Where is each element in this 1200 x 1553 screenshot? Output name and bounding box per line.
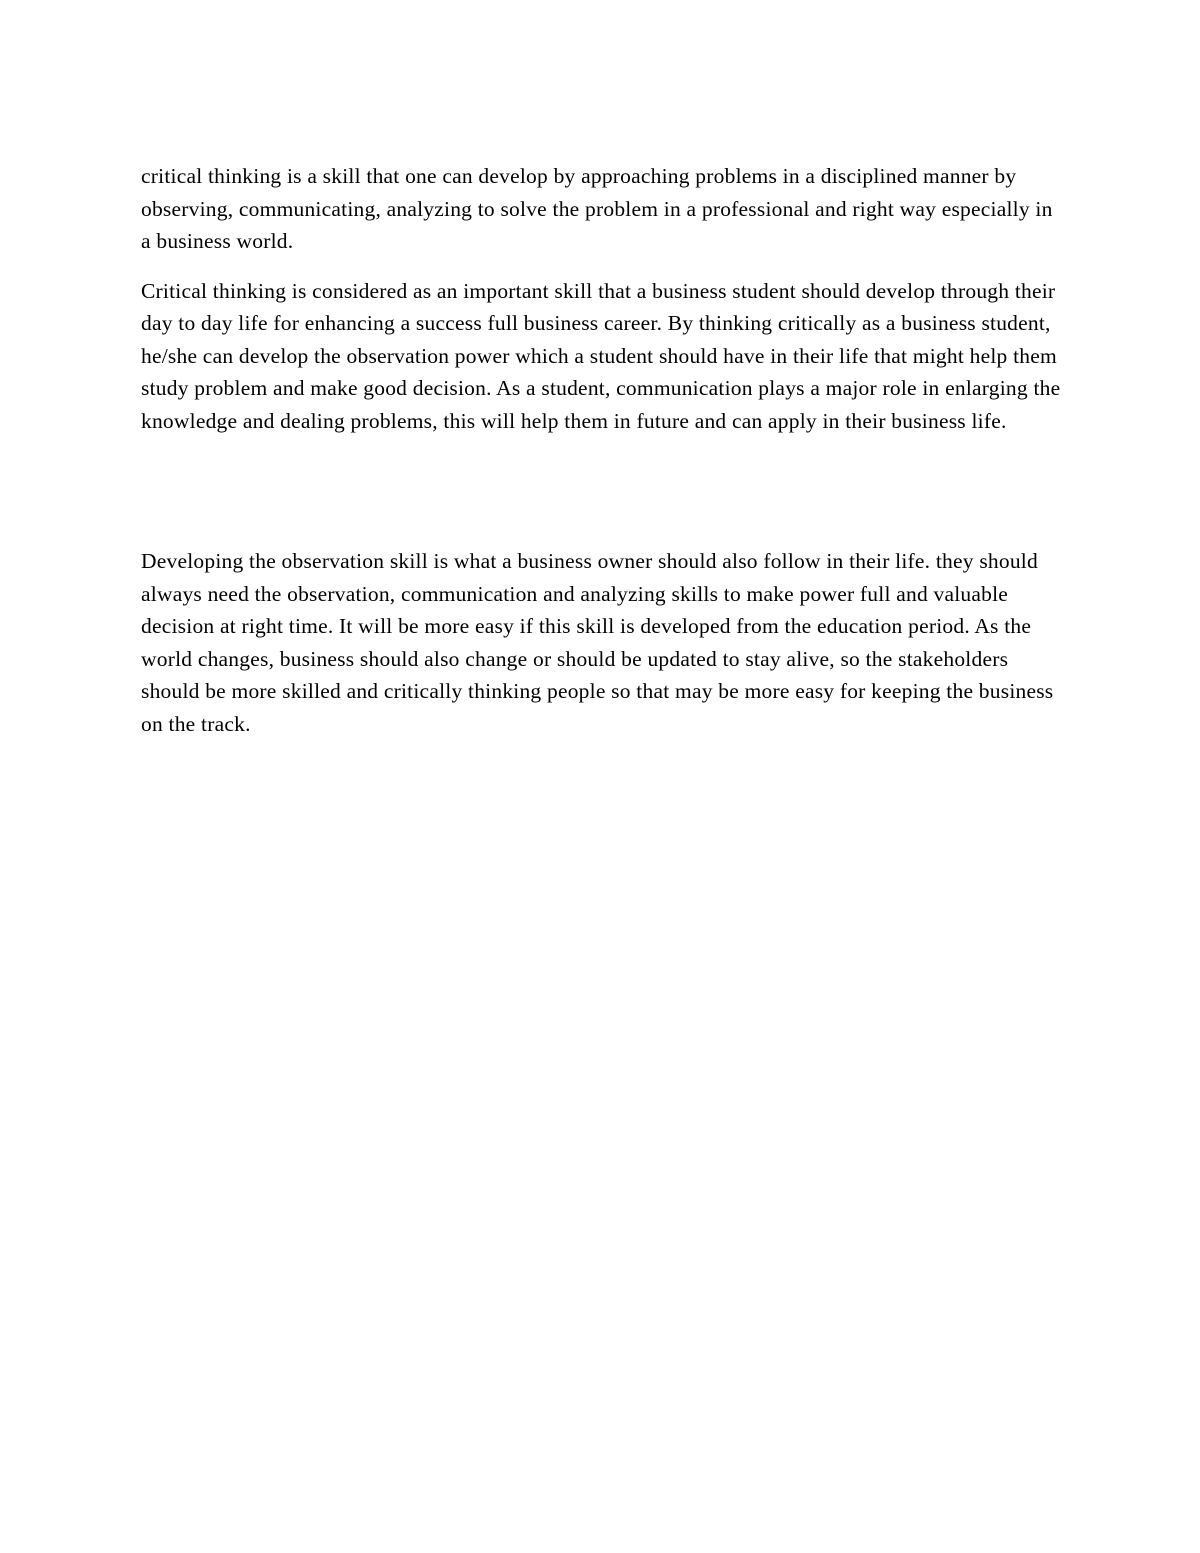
paragraph-2: Critical thinking is considered as an important skill that a business student should develop through their day to day life for enhancing a success full business career. By thinking critically as a business student, he/she can develop the observation power which a student should have in their life that might help them study problem and make good decision. As a student, communication plays a major role in enlarging the knowledge and dealing problems, this will help them in future and can apply in their business life. xyxy=(141,278,1061,433)
paragraph-3: Developing the observation skill is what a business owner should also follow in their life. they should always need the observation, communication and analyzing skills to make power full and valuable decision at right time. It will be more easy if this skill is developed from the education period. As the world changes, business should also change or should be updated to stay alive, so the stakeholders should be more skilled and critically thinking people so that may be more easy for keeping the business on the track. xyxy=(141,549,1054,736)
paragraph-1: critical thinking is a skill that one can develop by approaching problems in a disciplined manner by observing, communicating, analyzing to solve the problem in a professional and right way especially in a business world. xyxy=(141,164,1053,253)
document-body xyxy=(141,160,1061,740)
